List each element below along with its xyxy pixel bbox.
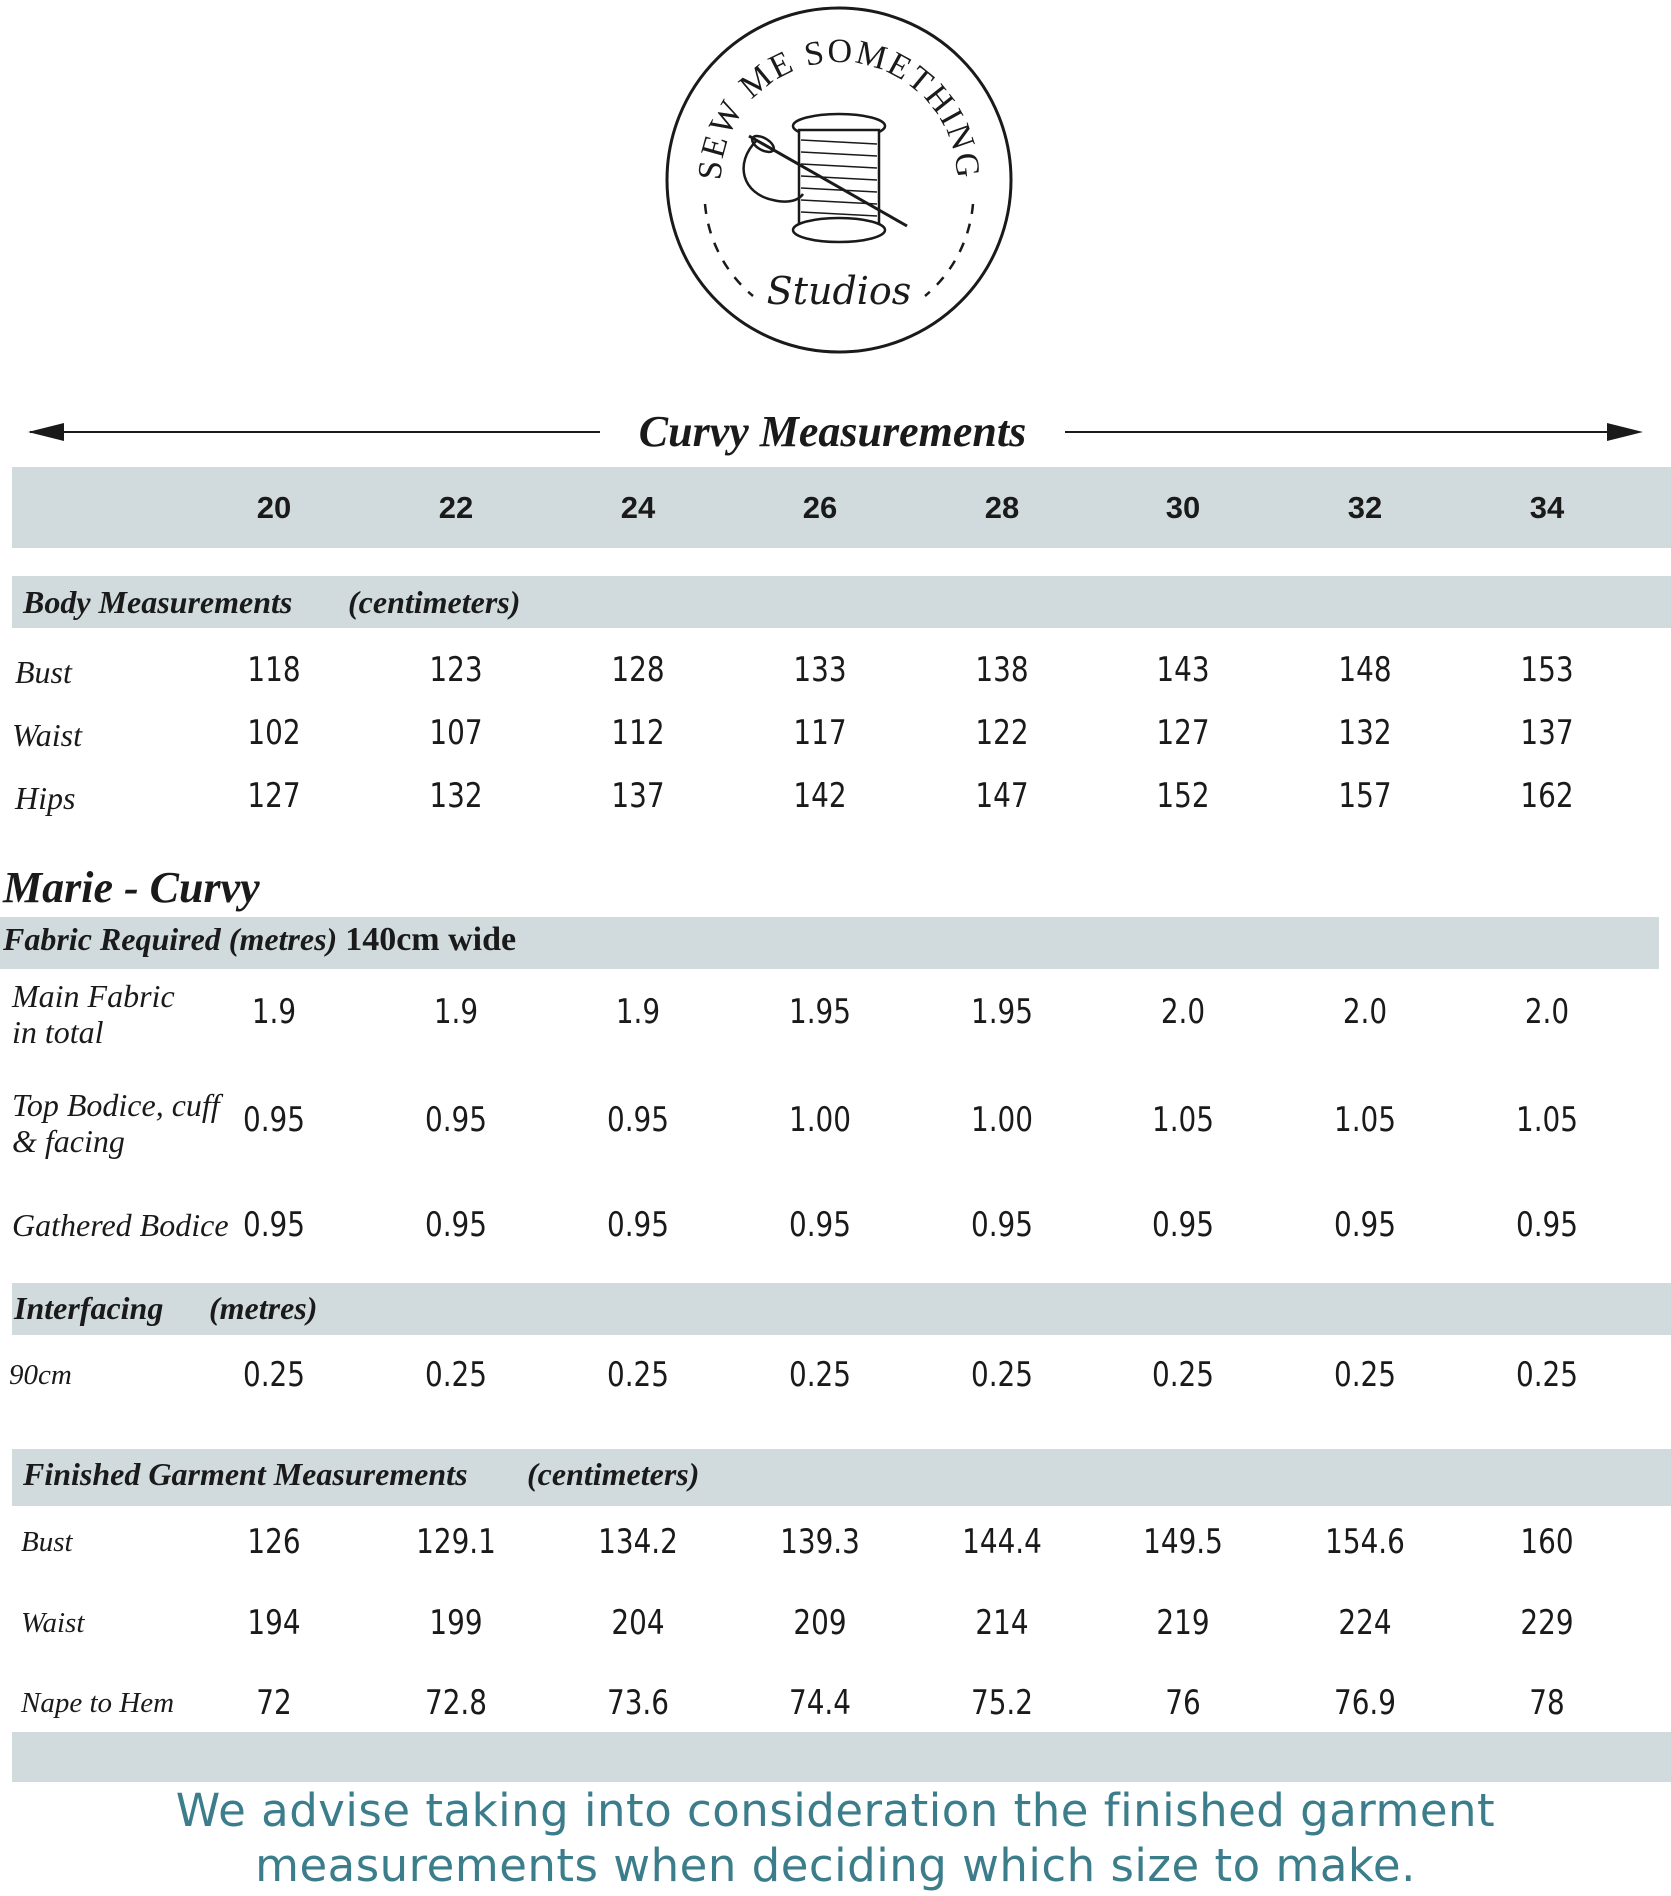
row-label-top-bodice <box>12 1087 220 1159</box>
chart-title-row <box>0 400 1671 464</box>
table-cell: 229 <box>1520 1603 1574 1643</box>
table-cell: 74.4 <box>788 1683 852 1723</box>
interfacing-title: Interfacing <box>14 1290 164 1326</box>
table-cell: 112 <box>611 713 665 753</box>
table-cell: 1.05 <box>1151 1100 1215 1140</box>
row-label-line: & facing <box>12 1123 125 1159</box>
table-cell: 127 <box>247 776 301 816</box>
table-cell: 162 <box>1520 776 1574 816</box>
table-cell: 2.0 <box>1160 992 1206 1032</box>
fabric-required-title <box>3 921 516 959</box>
sew-me-something-logo <box>663 4 1015 356</box>
size-label: 20 <box>256 490 292 525</box>
row-label-line: Top Bodice, cuff <box>12 1087 220 1123</box>
fabric-required-label: Fabric Required (metres) <box>3 921 338 957</box>
table-cell: 194 <box>247 1603 301 1643</box>
table-cell: 214 <box>975 1603 1029 1643</box>
table-cell: 1.9 <box>251 992 297 1032</box>
size-label: 26 <box>802 490 838 525</box>
row-label-finished-waist: Waist <box>21 1607 85 1639</box>
table-cell: 0.95 <box>424 1205 488 1245</box>
table-cell: 2.0 <box>1342 992 1388 1032</box>
table-cell: 160 <box>1520 1522 1574 1562</box>
table-cell: 73.6 <box>606 1683 670 1723</box>
table-cell: 126 <box>247 1522 301 1562</box>
table-cell: 154.6 <box>1325 1522 1405 1562</box>
size-label: 22 <box>438 490 474 525</box>
table-cell: 0.25 <box>1515 1355 1579 1395</box>
left-arrow-icon <box>30 431 600 433</box>
table-cell: 143 <box>1156 650 1210 690</box>
table-cell: 129.1 <box>416 1522 496 1562</box>
table-cell: 117 <box>793 713 847 753</box>
advice-note-line: measurements when deciding which size to make. <box>255 1839 1416 1892</box>
row-label-hips: Hips <box>15 780 76 816</box>
table-cell: 0.95 <box>1515 1205 1579 1245</box>
table-cell: 1.00 <box>788 1100 852 1140</box>
table-cell: 224 <box>1338 1603 1392 1643</box>
table-cell: 107 <box>429 713 483 753</box>
table-cell: 132 <box>1338 713 1392 753</box>
table-cell: 204 <box>611 1603 665 1643</box>
table-cell: 1.05 <box>1515 1100 1579 1140</box>
table-cell: 76.9 <box>1333 1683 1397 1723</box>
table-cell: 0.25 <box>788 1355 852 1395</box>
row-label-finished-bust: Bust <box>21 1526 73 1558</box>
size-header <box>0 467 1671 548</box>
table-cell: 0.95 <box>1151 1205 1215 1245</box>
table-cell: 149.5 <box>1143 1522 1223 1562</box>
table-cell: 102 <box>247 713 301 753</box>
size-label: 28 <box>984 490 1020 525</box>
table-cell: 118 <box>247 650 301 690</box>
table-cell: 1.00 <box>970 1100 1034 1140</box>
advice-note-line: We advise taking into consideration the finished garment <box>175 1784 1496 1837</box>
table-cell: 133 <box>793 650 847 690</box>
page-title: Curvy Measurements <box>638 407 1027 456</box>
table-cell: 0.95 <box>970 1205 1034 1245</box>
table-cell: 139.3 <box>780 1522 860 1562</box>
row-label-90cm: 90cm <box>9 1359 72 1391</box>
size-label: 30 <box>1165 490 1201 525</box>
table-cell: 2.0 <box>1524 992 1570 1032</box>
table-cell: 138 <box>975 650 1029 690</box>
table-cell: 0.95 <box>606 1205 670 1245</box>
size-label: 34 <box>1529 490 1565 525</box>
interfacing-unit: (metres) <box>209 1290 318 1326</box>
table-cell: 0.95 <box>424 1100 488 1140</box>
table-cell: 0.95 <box>242 1100 306 1140</box>
thread-spool-needle-icon <box>744 114 907 242</box>
table-cell: 199 <box>429 1603 483 1643</box>
left-arrowhead-icon <box>28 423 64 441</box>
table-cell: 75.2 <box>970 1683 1034 1723</box>
table-cell: 219 <box>1156 1603 1210 1643</box>
table-cell: 123 <box>429 650 483 690</box>
table-cell: 72.8 <box>424 1683 488 1723</box>
row-label-main-fabric <box>12 978 175 1050</box>
table-cell: 1.95 <box>970 992 1034 1032</box>
table-cell: 0.25 <box>424 1355 488 1395</box>
table-cell: 132 <box>429 776 483 816</box>
table-cell: 76 <box>1165 1683 1201 1723</box>
footer-band <box>12 1732 1671 1782</box>
row-label-line: Main Fabric <box>12 978 175 1014</box>
table-cell: 148 <box>1338 650 1392 690</box>
row-label-nape-to-hem: Nape to Hem <box>21 1687 175 1719</box>
body-measurements-unit: (centimeters) <box>348 584 521 620</box>
table-cell: 157 <box>1338 776 1392 816</box>
table-cell: 1.9 <box>615 992 661 1032</box>
table-cell: 128 <box>611 650 665 690</box>
right-arrowhead-icon <box>1607 423 1643 441</box>
fabric-width: 140cm wide <box>345 921 517 958</box>
table-cell: 153 <box>1520 650 1574 690</box>
table-cell: 0.95 <box>1333 1205 1397 1245</box>
logo-text-top: SEW ME SOMETHING <box>691 32 987 182</box>
advice-note <box>0 1783 1671 1893</box>
finished-measurements-unit: (centimeters) <box>527 1456 700 1492</box>
table-cell: 0.25 <box>242 1355 306 1395</box>
table-cell: 0.25 <box>970 1355 1034 1395</box>
garment-title: Marie - Curvy <box>3 863 260 912</box>
table-cell: 1.05 <box>1333 1100 1397 1140</box>
table-cell: 142 <box>793 776 847 816</box>
table-cell: 209 <box>793 1603 847 1643</box>
table-cell: 0.25 <box>1333 1355 1397 1395</box>
right-arrow-icon <box>1065 431 1635 433</box>
table-cell: 1.9 <box>433 992 479 1032</box>
row-label-waist: Waist <box>12 717 82 753</box>
table-cell: 122 <box>975 713 1029 753</box>
row-label-gathered-bodice: Gathered Bodice <box>12 1207 229 1243</box>
size-label: 24 <box>620 490 656 525</box>
table-cell: 137 <box>1520 713 1574 753</box>
table-cell: 0.95 <box>242 1205 306 1245</box>
table-cell: 144.4 <box>962 1522 1042 1562</box>
finished-measurements-title: Finished Garment Measurements <box>23 1456 468 1492</box>
table-cell: 0.95 <box>606 1100 670 1140</box>
table-cell: 134.2 <box>598 1522 678 1562</box>
table-cell: 0.95 <box>788 1205 852 1245</box>
row-label-bust: Bust <box>15 654 72 690</box>
row-label-line: in total <box>12 1014 104 1050</box>
table-cell: 72 <box>256 1683 292 1723</box>
table-cell: 78 <box>1529 1683 1565 1723</box>
logo-text-bottom: Studios <box>766 269 912 313</box>
table-cell: 147 <box>975 776 1029 816</box>
table-cell: 0.25 <box>1151 1355 1215 1395</box>
table-cell: 127 <box>1156 713 1210 753</box>
table-cell: 152 <box>1156 776 1210 816</box>
body-measurements-title: Body Measurements <box>23 584 293 620</box>
table-cell: 0.25 <box>606 1355 670 1395</box>
size-label: 32 <box>1347 490 1383 525</box>
table-cell: 1.95 <box>788 992 852 1032</box>
table-cell: 137 <box>611 776 665 816</box>
